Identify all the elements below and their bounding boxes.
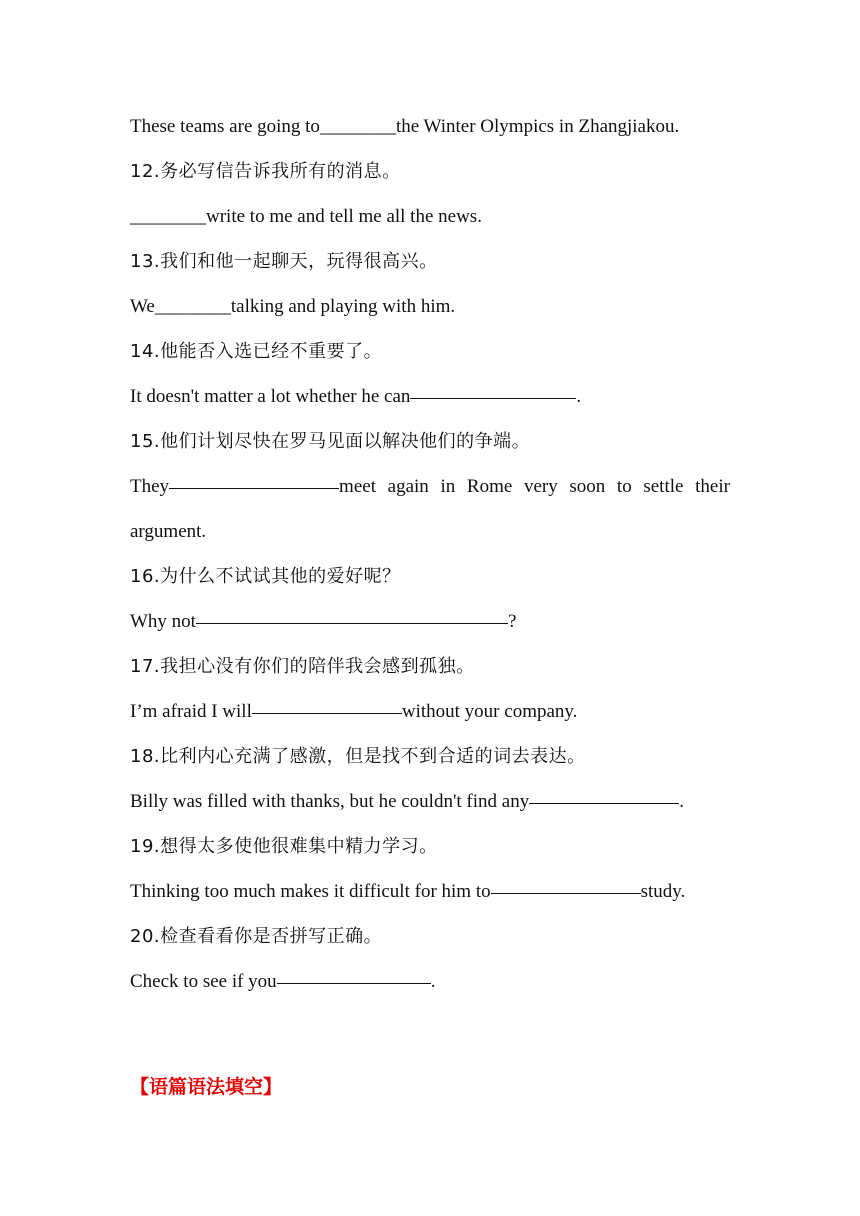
q14-text-after: . bbox=[576, 386, 582, 407]
q15-blank[interactable] bbox=[169, 469, 339, 489]
q16-text-after: ? bbox=[507, 611, 517, 632]
q19-text-after: study. bbox=[640, 881, 686, 902]
q13-text-after: talking and playing with him. bbox=[230, 296, 456, 317]
q18-blank[interactable] bbox=[529, 784, 679, 804]
q17-english-line bbox=[130, 695, 730, 740]
q11-english-line bbox=[130, 110, 730, 155]
q19-text-before: Thinking too much makes it difficult for him to bbox=[130, 881, 491, 902]
q13-text-before: We bbox=[130, 296, 155, 317]
q11-blank[interactable]: ________ bbox=[319, 116, 396, 137]
q16-blank[interactable] bbox=[196, 604, 508, 624]
q17-text-after: without your company. bbox=[401, 701, 578, 722]
q14-english-line bbox=[130, 380, 730, 425]
q16-chinese-prompt: 16.为什么不试试其他的爱好呢？ bbox=[130, 566, 401, 587]
q20-english-line bbox=[130, 965, 730, 1010]
q15-word: soon bbox=[569, 476, 606, 497]
q11-text-after: the Winter Olympics in Zhangjiakou. bbox=[395, 116, 680, 137]
q15-english-line-1 bbox=[130, 470, 730, 515]
q18-text-after: . bbox=[679, 791, 684, 812]
q17-chinese-prompt: 17.我担心没有你们的陪伴我会感到孤独。 bbox=[130, 656, 475, 677]
q18-text-before: Billy was filled with thanks, but he couldn't find any bbox=[130, 791, 530, 812]
q15-word: Rome bbox=[466, 476, 513, 497]
section-spacer bbox=[130, 1010, 730, 1070]
q15-word-they-with-blank bbox=[130, 470, 376, 504]
q11-text-before: These teams are going to bbox=[130, 116, 320, 137]
section-title-passage-grammar: 【语篇语法填空】 bbox=[130, 1076, 283, 1098]
q12-english-line bbox=[130, 200, 730, 245]
q15-word: in bbox=[440, 476, 456, 497]
q13-blank[interactable]: ________ bbox=[154, 296, 231, 317]
q12-chinese-prompt: 12.务必写信告诉我所有的消息。 bbox=[130, 161, 401, 182]
q12-blank[interactable]: ________ bbox=[130, 206, 206, 227]
q15-word: meet bbox=[339, 476, 376, 497]
q15-word: again bbox=[387, 476, 429, 497]
q19-blank[interactable] bbox=[491, 874, 641, 894]
q14-blank[interactable] bbox=[410, 379, 576, 399]
q18-english-line bbox=[130, 785, 730, 830]
q16-text-before: Why not bbox=[130, 611, 196, 632]
q17-text-before: I’m afraid I will bbox=[130, 701, 252, 722]
q12-text-after: write to me and tell me all the news. bbox=[206, 206, 482, 227]
q19-english-line bbox=[130, 875, 730, 920]
q15-word: They bbox=[130, 476, 170, 497]
q14-text-before: It doesn't matter a lot whether he can bbox=[130, 386, 411, 407]
q20-text-before: Check to see if you bbox=[130, 971, 277, 992]
q20-blank[interactable] bbox=[277, 964, 431, 984]
q15-word: very bbox=[523, 476, 558, 497]
q18-chinese-prompt: 18.比利内心充满了感激，但是找不到合适的词去表达。 bbox=[130, 746, 586, 767]
q13-english-line bbox=[130, 290, 730, 335]
q16-english-line bbox=[130, 605, 730, 650]
q15-word: to bbox=[616, 476, 632, 497]
q15-english-line-2: argument. bbox=[130, 521, 207, 542]
exercise-page bbox=[130, 110, 730, 1104]
q15-word: settle bbox=[643, 476, 684, 497]
q20-chinese-prompt: 20.检查看看你是否拼写正确。 bbox=[130, 926, 383, 947]
q13-chinese-prompt: 13.我们和他一起聊天，玩得很高兴。 bbox=[130, 251, 438, 272]
q14-chinese-prompt: 14.他能否入选已经不重要了。 bbox=[130, 341, 383, 362]
q17-blank[interactable] bbox=[252, 694, 402, 714]
q20-text-after: . bbox=[430, 971, 436, 992]
q19-chinese-prompt: 19.想得太多使他很难集中精力学习。 bbox=[130, 836, 438, 857]
q15-chinese-prompt: 15.他们计划尽快在罗马见面以解决他们的争端。 bbox=[130, 431, 531, 452]
q15-word: their bbox=[695, 476, 730, 497]
